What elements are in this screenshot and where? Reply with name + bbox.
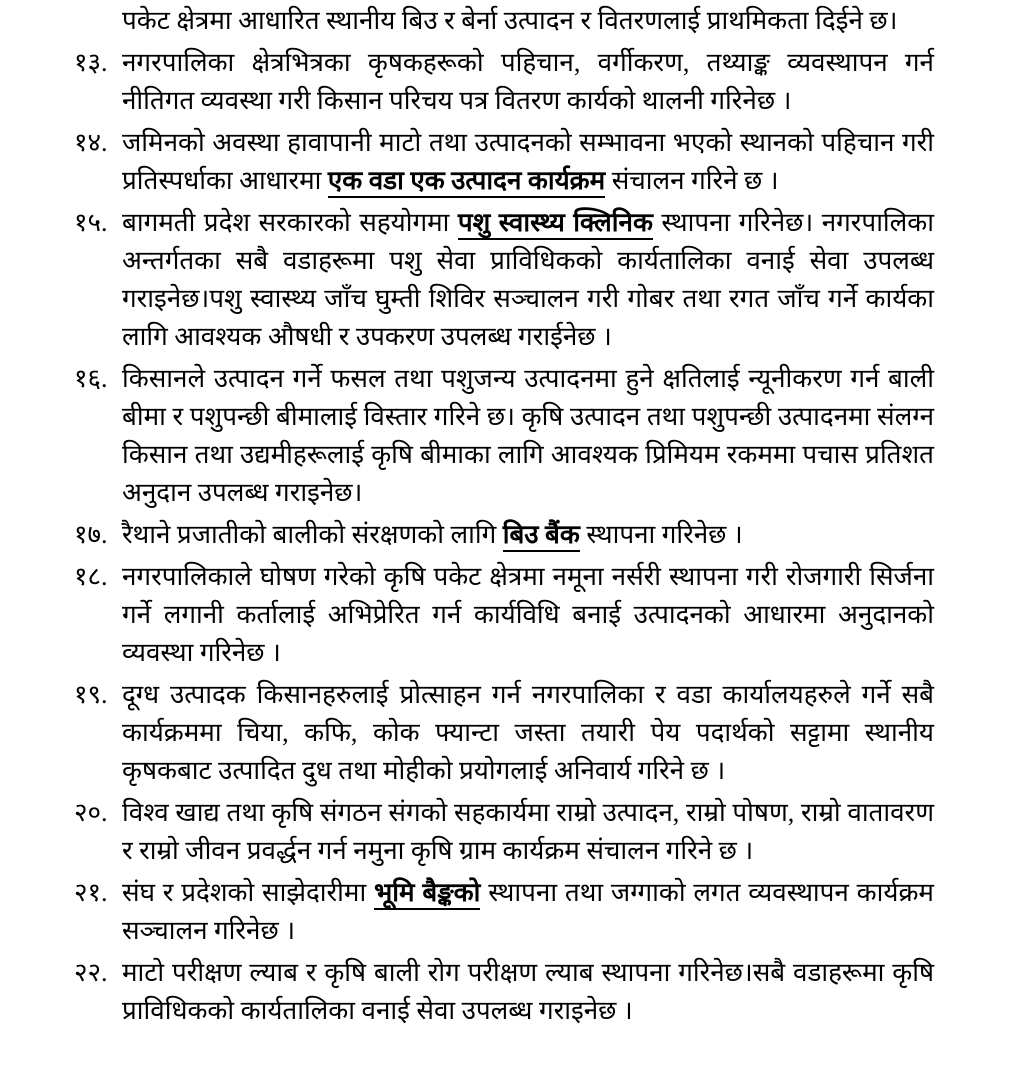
text-segment: संचालन गरिने छ ।	[605, 166, 779, 195]
item-number: १६.	[74, 364, 108, 393]
item-number: २२.	[74, 958, 108, 987]
item-number: २१.	[74, 878, 108, 907]
text-segment: विश्व खाद्य तथा कृषि संगठन संगको सहकार्यमा राम्रो उत्पादन, राम्रो पोषण, राम्रो वातावरण र राम्रो जीवन प्रवर्द्धन गर्न नमुना कृषि ग्राम कार्यक्रम संचालन गरिने छ ।	[122, 798, 934, 865]
item-text	[122, 124, 934, 200]
item-text	[122, 2, 934, 40]
item-text	[122, 794, 934, 870]
item-number: १९.	[74, 680, 108, 709]
item-number: १८.	[74, 562, 108, 591]
item-text	[122, 360, 934, 512]
underlined-phrase: पशु स्वास्थ्य क्लिनिक	[458, 208, 653, 240]
item-number	[74, 2, 122, 40]
paragraph-continuation	[74, 2, 934, 40]
text-segment: स्थापना गरिनेछ। नगरपालिका अन्तर्गतका सबै वडाहरूमा पशु सेवा प्राविधिकको कार्यतालिका वनाई सेवा उपलब्ध गराइनेछ।पशु स्वास्थ्य जाँच घुम्ती शिविर सञ्चालन गरी गोबर तथा रगत जाँच गर्ने कार्यका लागि आवश्यक औषधी र उपकरण उपलब्ध गराईनेछ ।	[122, 208, 934, 351]
item-number: २०.	[74, 798, 108, 827]
underlined-phrase: एक वडा एक उत्पादन कार्यक्रम	[328, 166, 605, 198]
text-segment: संघ र प्रदेशको साझेदारीमा	[122, 878, 374, 907]
list-item	[74, 954, 934, 1030]
text-segment: स्थापना गरिनेछ ।	[579, 520, 743, 549]
list-item	[74, 204, 934, 356]
list-item	[74, 676, 934, 790]
text-segment: दूग्ध उत्पादक किसानहरुलाई प्रोत्साहन गर्न नगरपालिका र वडा कार्यालयहरुले गर्ने सबै कार्यक्रममा चिया, कफि, कोक फ्यान्टा जस्ता तयारी पेय पदार्थको सट्टामा स्थानीय कृषकबाट उत्पादित दुध तथा मोहीको प्रयोगलाई अनिवार्य गरिने छ ।	[122, 680, 934, 785]
list-item	[74, 516, 934, 554]
list-item	[74, 558, 934, 672]
item-text	[122, 954, 934, 1030]
text-segment: किसानले उत्पादन गर्ने फसल तथा पशुजन्य उत्पादनमा हुने क्षतिलाई न्यूनीकरण गर्न बाली बीमा र पशुपन्छी बीमालाई विस्तार गरिने छ। कृषि उत्पादन तथा पशुपन्छी उत्पादनमा संलग्न किसान तथा उद्यमीहरूलाई कृषि बीमाका लागि आवश्यक प्रिमियम रकममा पचास प्रतिशत अनुदान उपलब्ध गराइनेछ।	[122, 364, 934, 507]
underlined-phrase: भूमि बैङ्कको	[374, 878, 480, 910]
text-segment: स्थापना तथा जग्गाको लगत व्यवस्थापन कार्यक्रम सञ्चालन गरिनेछ ।	[122, 878, 934, 945]
item-text	[122, 676, 934, 790]
numbered-list	[74, 2, 934, 1030]
item-text	[122, 204, 934, 356]
text-segment: माटो परीक्षण ल्याब र कृषि बाली रोग परीक्षण ल्याब स्थापना गरिनेछ।सबै वडाहरूमा कृषि प्राविधिकको कार्यतालिका वनाई सेवा उपलब्ध गराइनेछ ।	[122, 958, 934, 1025]
list-item	[74, 360, 934, 512]
text-segment: रैथाने प्रजातीको बालीको संरक्षणको लागि	[122, 520, 503, 549]
text-segment: पकेट क्षेत्रमा आधारित स्थानीय बिउ र बेर्ना उत्पादन र वितरणलाई प्राथमिकता दिईने छ।	[122, 6, 898, 35]
item-text	[122, 516, 934, 554]
list-item	[74, 794, 934, 870]
item-number: १३.	[74, 48, 108, 77]
text-segment: नगरपालिकाले घोषण गरेको कृषि पकेट क्षेत्रमा नमूना नर्सरी स्थापना गरी रोजगारी सिर्जना गर्ने लगानी कर्तालाई अभिप्रेरित गर्न कार्यविधि बनाई उत्पादनको आधारमा अनुदानको व्यवस्था गरिनेछ ।	[122, 562, 934, 667]
underlined-phrase: बिउ बैंक	[503, 520, 580, 552]
text-segment: जमिनको अवस्था हावापानी माटो तथा उत्पादनको सम्भावना भएको स्थानको पहिचान गरी प्रतिस्पर्धाका आधारमा	[122, 128, 934, 195]
item-text	[122, 558, 934, 672]
text-segment: बागमती प्रदेश सरकारको सहयोगमा	[122, 208, 458, 237]
item-text	[122, 874, 934, 950]
list-item	[74, 874, 934, 950]
list-item	[74, 44, 934, 120]
item-number: १५.	[74, 208, 108, 237]
item-number: १७.	[74, 520, 108, 549]
item-number: १४.	[74, 128, 108, 157]
list-item	[74, 124, 934, 200]
text-segment: नगरपालिका क्षेत्रभित्रका कृषकहरूको पहिचान, वर्गीकरण, तथ्याङ्क व्यवस्थापन गर्न नीतिगत व्यवस्था गरी किसान परिचय पत्र वितरण कार्यको थालनी गरिनेछ ।	[122, 48, 934, 115]
item-text	[122, 44, 934, 120]
